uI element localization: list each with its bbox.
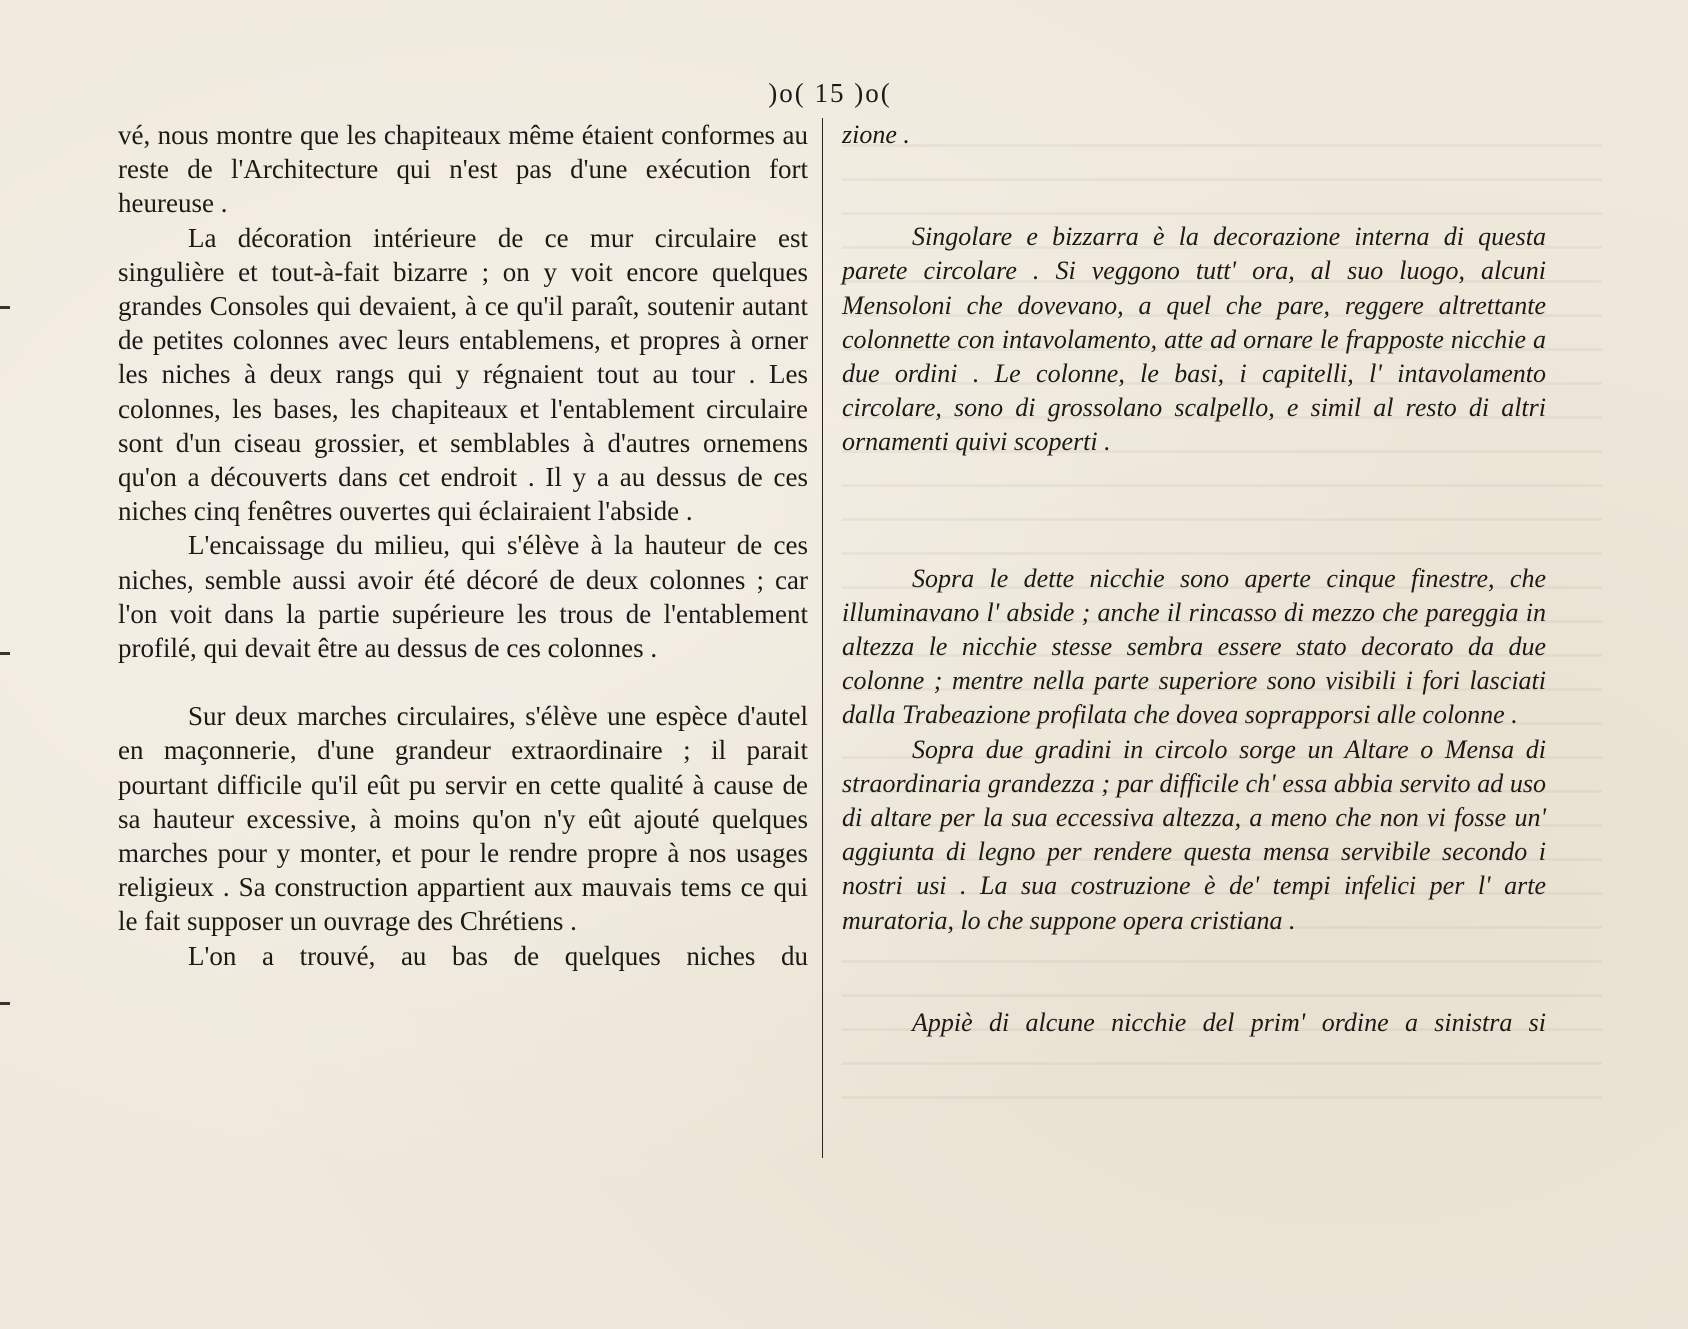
- french-paragraph: vé, nous montre que les chapiteaux même étaient conformes au reste de l'Architecture qui n'est pas d'une exécution fort heureuse .: [118, 120, 808, 219]
- page-header: )o( 15 )o(: [768, 78, 892, 108]
- french-column: [118, 118, 808, 973]
- italian-paragraph: zione .: [842, 120, 910, 149]
- french-paragraph: L'on a trouvé, au bas de quelques niches du: [188, 940, 808, 971]
- french-paragraph: Sur deux marches circulaires, s'élève une espèce d'autel en maçonnerie, d'une grandeur extraordinaire ; il parait pourtant difficile qu'il eût pu servir en cette qualité à cause de sa hauteur excessive, à moins qu'on n'y eût ajouté quelques marches pour y monter, et pour le rendre propre à nos usages religieux . Sa construction appartient aux mauvais tems ce qui le fait supposer un ouvrage des Chrétiens .: [118, 701, 808, 937]
- column-divider: [822, 118, 823, 1158]
- page-edge-mark: [0, 652, 10, 655]
- french-paragraph: L'encaissage du milieu, qui s'élève à la hauteur de ces niches, semble aussi avoir été décoré de deux colonnes ; car l'on voit dans la partie supérieure les trous de l'entablement profilé, qui devait être au dessus de ces colonnes .: [118, 530, 808, 664]
- italian-paragraph: Sopra le dette nicchie sono aperte cinque finestre, che illuminavano l' abside ; anche il rincasso di mezzo che pareggia in altezza le nicchie stesse sembra essere stato decorato da due colonne ; mentre nella parte superiore sono visibili i fori lasciati dalla Trabeazione profilata che dovea soprapporsi alle colonne .: [842, 563, 1546, 730]
- french-paragraph: La décoration intérieure de ce mur circulaire est singulière et tout-à-fait bizarre ; on y voit encore quelques grandes Consoles qui devaient, à ce qu'il paraît, soutenir autant de petites colonnes avec leurs entablemens, et propres à orner les niches à deux rangs qui y régnaient tout au tour . Les colonnes, les bases, les chapiteaux et l'entablement circulaire sont d'un ciseau grossier, et semblables à d'autres ornemens qu'on a découverts dans cet endroit . Il y a au dessus de ces niches cinq fenêtres ouvertes qui éclairaient l'abside .: [118, 222, 808, 527]
- italian-column: [842, 118, 1546, 1040]
- italian-paragraph: Appiè di alcune nicchie del prim' ordine a sinistra si: [912, 1007, 1546, 1037]
- italian-paragraph: Singolare e bizzarra è la decorazione interna di questa parete circolare . Si veggono tutt' ora, al suo luogo, alcuni Mensoloni che dovevano, a quel che pare, reggere altrettante colonnette con intavolamento, atte ad ornare le frapposte nicchie a due ordini . Le colonne, le basi, i capitelli, l' intavolamento circolare, sono di grossolano scalpello, e simil al resto di altri ornamenti quivi scoperti .: [842, 222, 1546, 457]
- italian-paragraph: Sopra due gradini in circolo sorge un Altare o Mensa di straordinaria grandezza ; par difficile ch' essa abbia servito ad uso di altare per la sua eccessiva altezza, a meno che non vi fosse un' aggiunta di legno per rendere questa mensa servibile secondo i nostri usi . La sua costruzione è de' tempi infelici per l' arte muratoria, lo che suppone opera cristiana .: [842, 734, 1546, 935]
- page-edge-mark: [0, 1002, 10, 1005]
- page-edge-mark: [0, 306, 10, 309]
